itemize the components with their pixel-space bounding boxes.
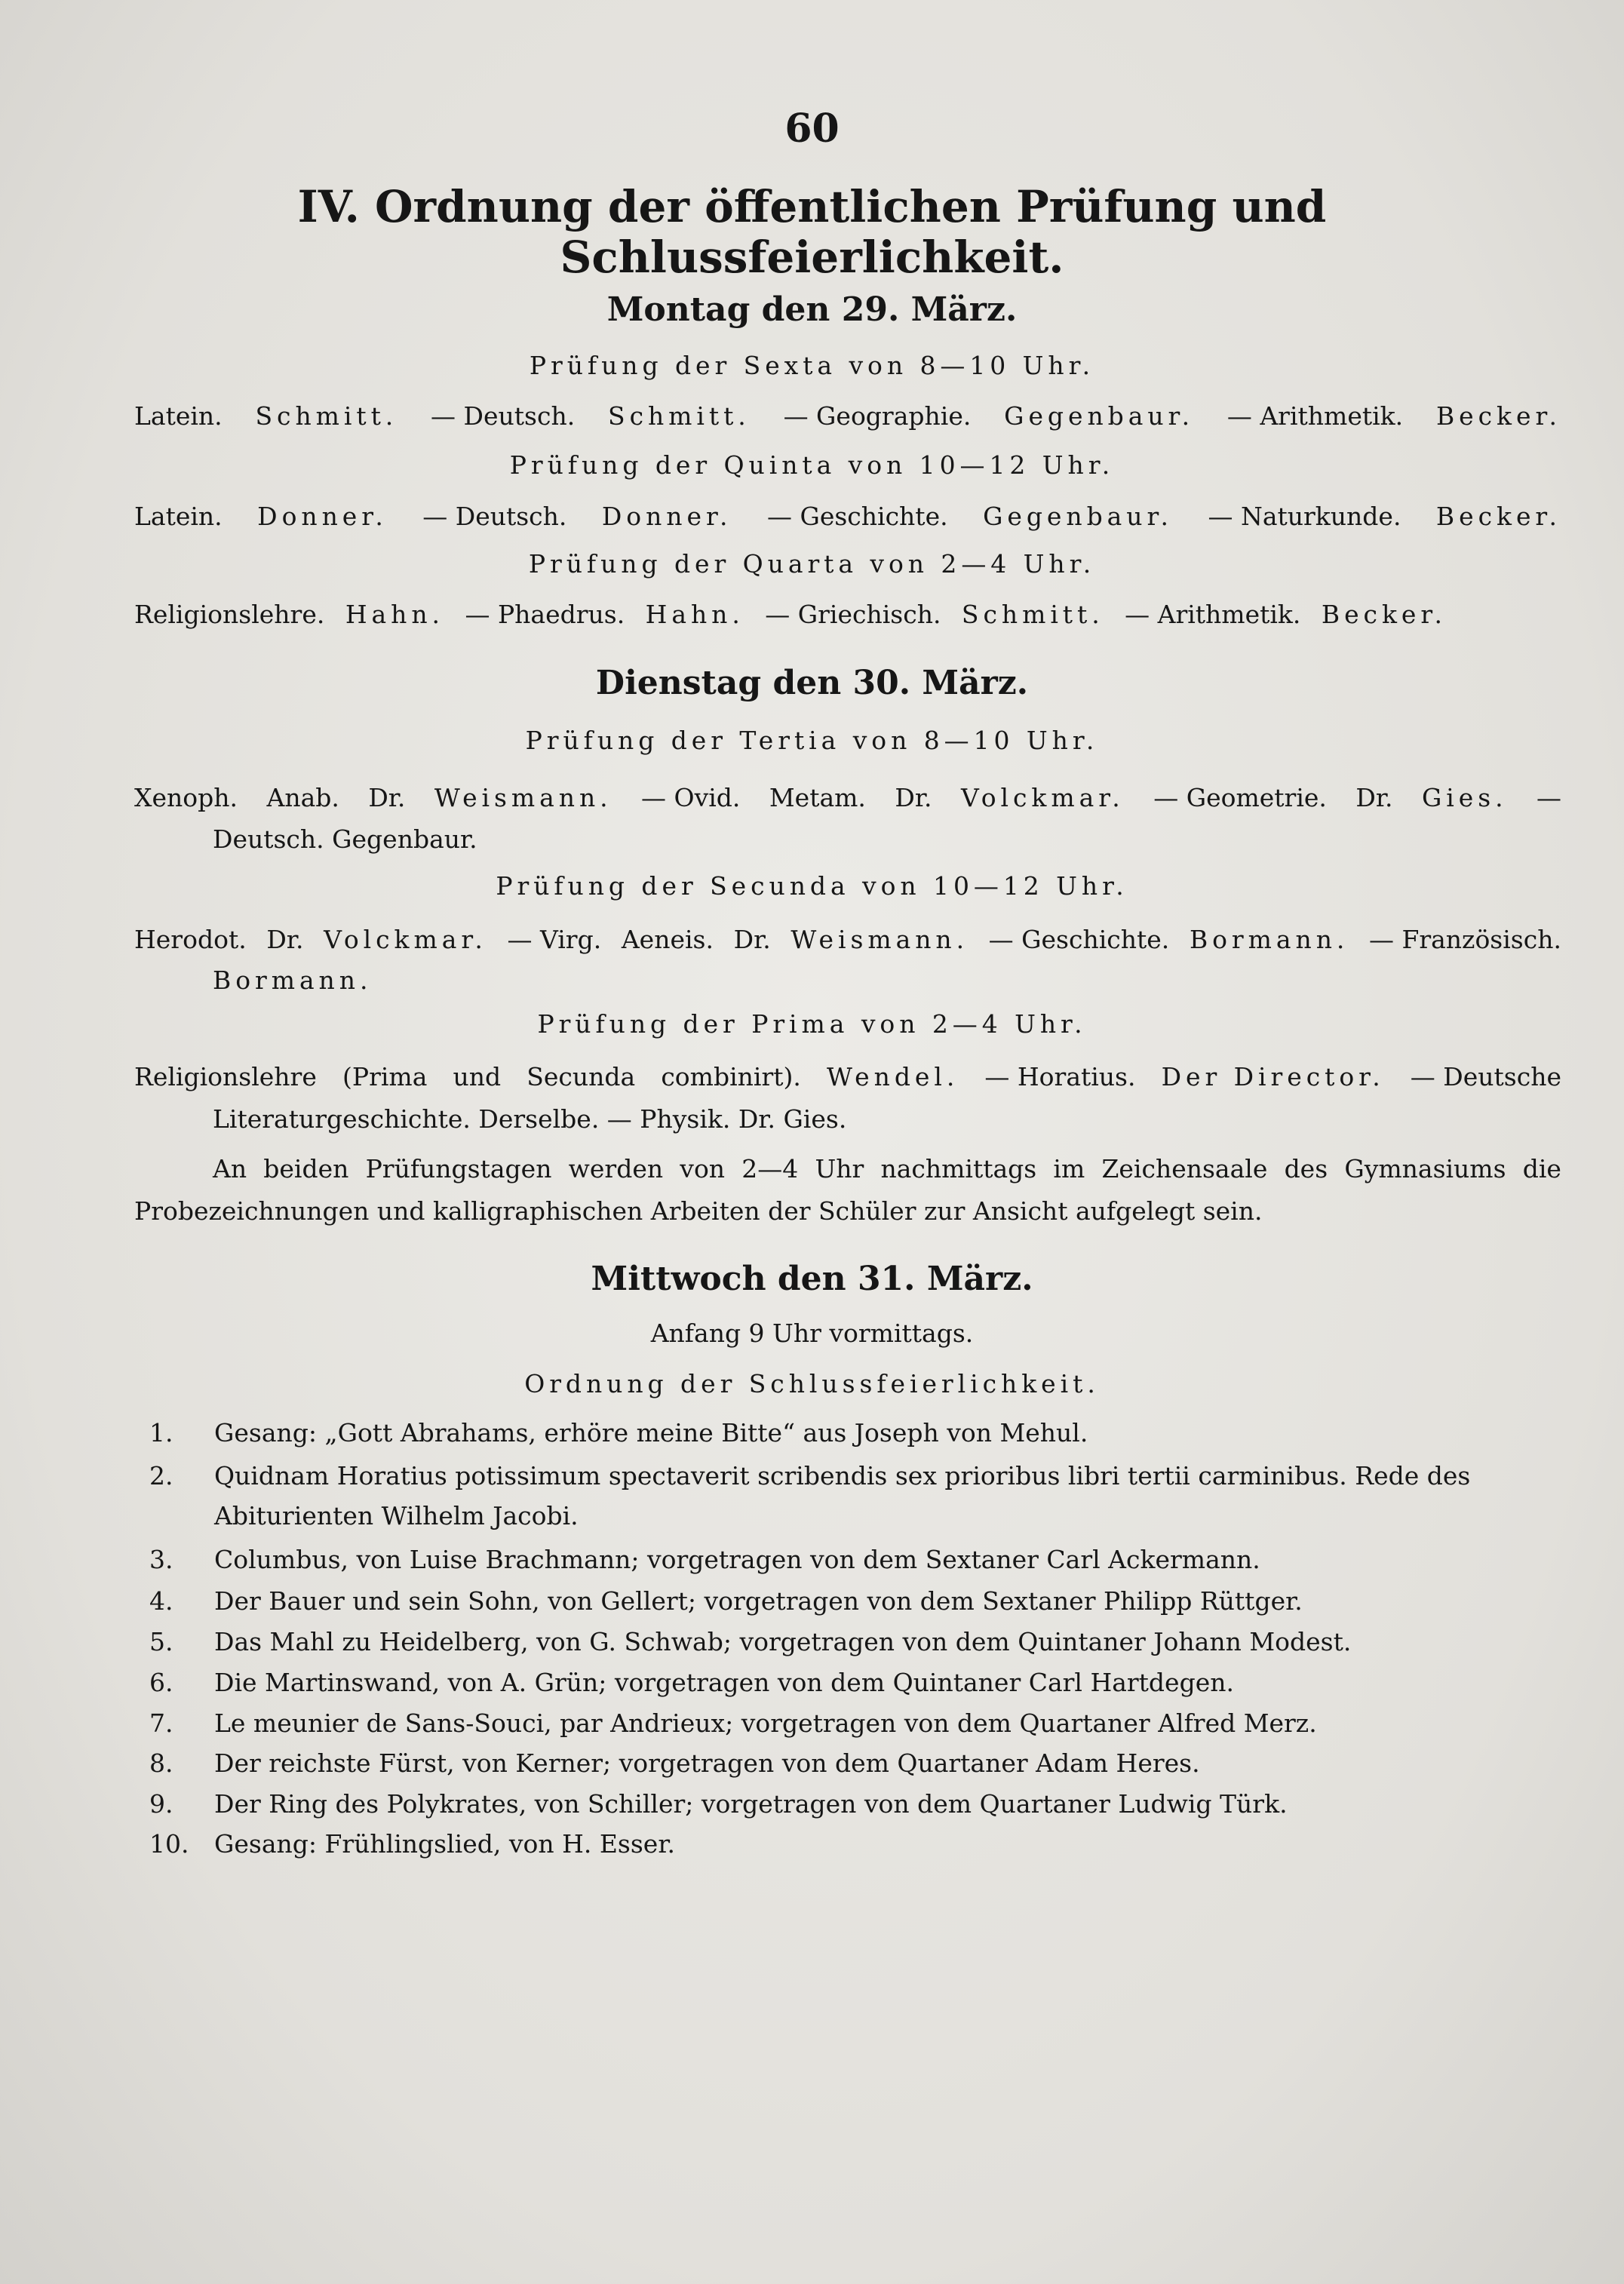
list-item: 9. Der Ring des Polykrates, von Schiller; vorgetragen von dem Quartaner Ludwig Türk. [149,1789,1288,1819]
exam-subjects-tertia: Xenoph. Anab. Dr. Weismann. — Ovid. Metam. Dr. Volckmar. — Geometrie. Dr. Gies. — [134,783,1561,812]
exam-subjects-secunda-cont: Bormann. [213,965,373,995]
list-item: 5. Das Mahl zu Heidelberg, von G. Schwab; vorgetragen von dem Quintaner Johann Modest. [149,1627,1352,1656]
day-heading-tuesday: Dienstag den 30. März. [595,664,1029,702]
list-item: 3. Columbus, von Luise Brachmann; vorgetragen von dem Sextaner Carl Ackermann. [149,1545,1260,1574]
list-item: 8. Der reichste Fürst, von Kerner; vorgetragen von dem Quartaner Adam Heres. [149,1748,1200,1778]
day-heading-wednesday: Mittwoch den 31. März. [591,1260,1033,1298]
exam-caption-tertia: Prüfung der Tertia von 8—10 Uhr. [525,726,1099,755]
exam-note: An beiden Prüfungstagen werden von 2—4 Uhr nachmittags im Zeichensaale des Gymnasiums die [213,1154,1561,1183]
exam-subjects-quinta: Latein. Donner. — Deutsch. Donner. — Geschichte. Gegenbaur. — Naturkunde. Becker. [134,502,1561,531]
exam-subjects-sexta: Latein. Schmitt. — Deutsch. Schmitt. — Geographie. Gegenbaur. — Arithmetik. Becker. [134,401,1561,431]
exam-subjects-prima-cont: Literaturgeschichte. Derselbe. — Physik. Dr. Gies. [213,1104,847,1134]
ceremony-start-time: Anfang 9 Uhr vormittags. [650,1319,974,1348]
list-item: 6. Die Martinswand, von A. Grün; vorgetragen von dem Quintaner Carl Hartdegen. [149,1668,1234,1697]
list-item: 2. Quidnam Horatius potissimum spectaverit scribendis sex prioribus libri tertii carminibus. Rede des [149,1461,1471,1490]
exam-caption-quinta: Prüfung der Quinta von 10—12 Uhr. [509,450,1115,480]
list-item: 4. Der Bauer und sein Sohn, von Gellert; vorgetragen von dem Sextaner Philipp Rüttger. [149,1586,1303,1616]
exam-caption-sexta: Prüfung der Sexta von 8—10 Uhr. [529,351,1095,380]
exam-subjects-quarta: Religionslehre. Hahn. — Phaedrus. Hahn. — Griechisch. Schmitt. — Arithmetik. Becker. [134,600,1447,629]
exam-subjects-tertia-cont: Deutsch. Gegenbaur. [213,824,477,854]
exam-caption-prima: Prüfung der Prima von 2—4 Uhr. [537,1009,1087,1039]
list-item: 1. Gesang: „Gott Abrahams, erhöre meine Bitte“ aus Joseph von Mehul. [149,1418,1088,1447]
exam-subjects-secunda: Herodot. Dr. Volckmar. — Virg. Aeneis. Dr. Weismann. — Geschichte. Bormann. — Französisch. [134,925,1561,954]
exam-note-cont: Probezeichnungen und kalligraphischen Arbeiten der Schüler zur Ansicht aufgelegt sein. [134,1196,1263,1226]
exam-subjects-prima: Religionslehre (Prima und Secunda combinirt). Wendel. — Horatius. Der Director. — Deutsche [134,1062,1561,1091]
exam-caption-quarta: Prüfung der Quarta von 2—4 Uhr. [528,549,1096,579]
list-item: 7. Le meunier de Sans-Souci, par Andrieux; vorgetragen von dem Quartaner Alfred Merz. [149,1708,1317,1738]
list-item-cont: Abiturienten Wilhelm Jacobi. [214,1501,579,1530]
section-heading-line-2: Schlussfeierlichkeit. [560,232,1064,283]
page-number: 60 [784,106,840,152]
exam-caption-secunda: Prüfung der Secunda von 10—12 Uhr. [496,871,1128,901]
section-heading-line-1: IV. Ordnung der öffentlichen Prüfung und [297,181,1327,232]
list-item: 10. Gesang: Frühlingslied, von H. Esser. [149,1829,675,1859]
day-heading-monday: Montag den 29. März. [606,290,1018,329]
ceremony-order-caption: Ordnung der Schlussfeierlichkeit. [524,1369,1100,1398]
